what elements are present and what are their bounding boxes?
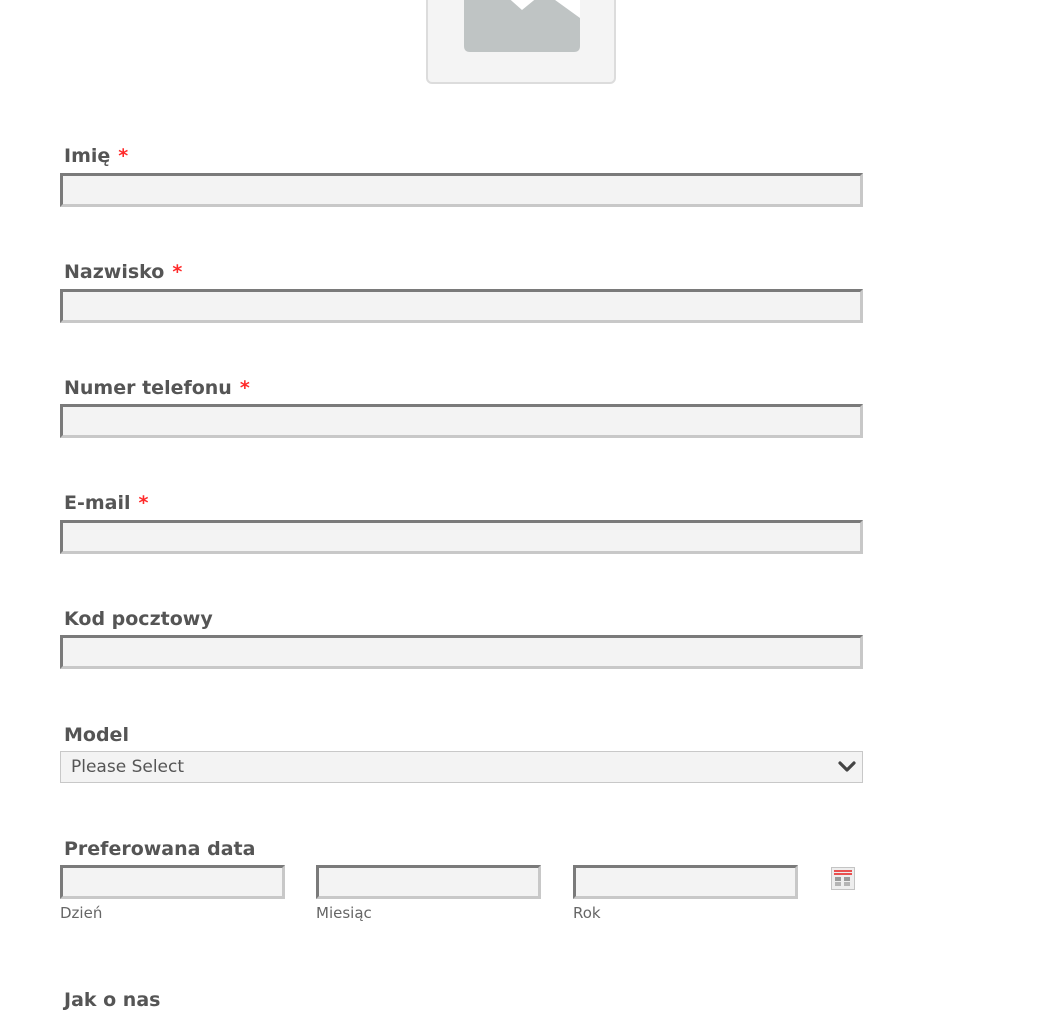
day-sublabel: Dzień [60, 904, 103, 922]
first-name-label-text: Imię [64, 145, 111, 167]
last-name-input[interactable] [60, 289, 863, 323]
calendar-icon [831, 867, 855, 890]
email-label [64, 492, 148, 514]
first-name-input[interactable] [60, 173, 863, 207]
model-selected-value: Please Select [71, 757, 185, 777]
calendar-button[interactable] [831, 867, 855, 890]
email-label-text: E-mail [64, 492, 131, 514]
phone-input[interactable] [60, 404, 863, 438]
chevron-down-icon [838, 760, 856, 774]
year-sublabel: Rok [573, 904, 601, 922]
month-sublabel: Miesiąc [316, 904, 372, 922]
how-heard-label [64, 989, 160, 1011]
first-name-label [64, 145, 128, 167]
how-heard-label-text: Jak o nas [64, 989, 161, 1011]
model-select[interactable] [60, 751, 863, 783]
required-asterisk: * [239, 377, 250, 399]
image-placeholder-icon [464, 0, 580, 54]
image-placeholder [426, 0, 616, 84]
phone-label [64, 377, 250, 399]
email-input[interactable] [60, 520, 863, 554]
postal-code-label [64, 608, 213, 630]
model-label [64, 724, 129, 746]
preferred-date-label [64, 838, 255, 860]
required-asterisk: * [118, 145, 129, 167]
phone-label-text: Numer telefonu [64, 377, 232, 399]
year-input[interactable] [573, 865, 798, 899]
last-name-label-text: Nazwisko [64, 261, 165, 283]
required-asterisk: * [138, 492, 149, 514]
preferred-date-label-text: Preferowana data [64, 838, 256, 860]
required-asterisk: * [172, 261, 183, 283]
last-name-label [64, 261, 182, 283]
model-label-text: Model [64, 724, 129, 746]
postal-code-label-text: Kod pocztowy [64, 608, 213, 630]
month-input[interactable] [316, 865, 541, 899]
day-input[interactable] [60, 865, 285, 899]
postal-code-input[interactable] [60, 635, 863, 669]
